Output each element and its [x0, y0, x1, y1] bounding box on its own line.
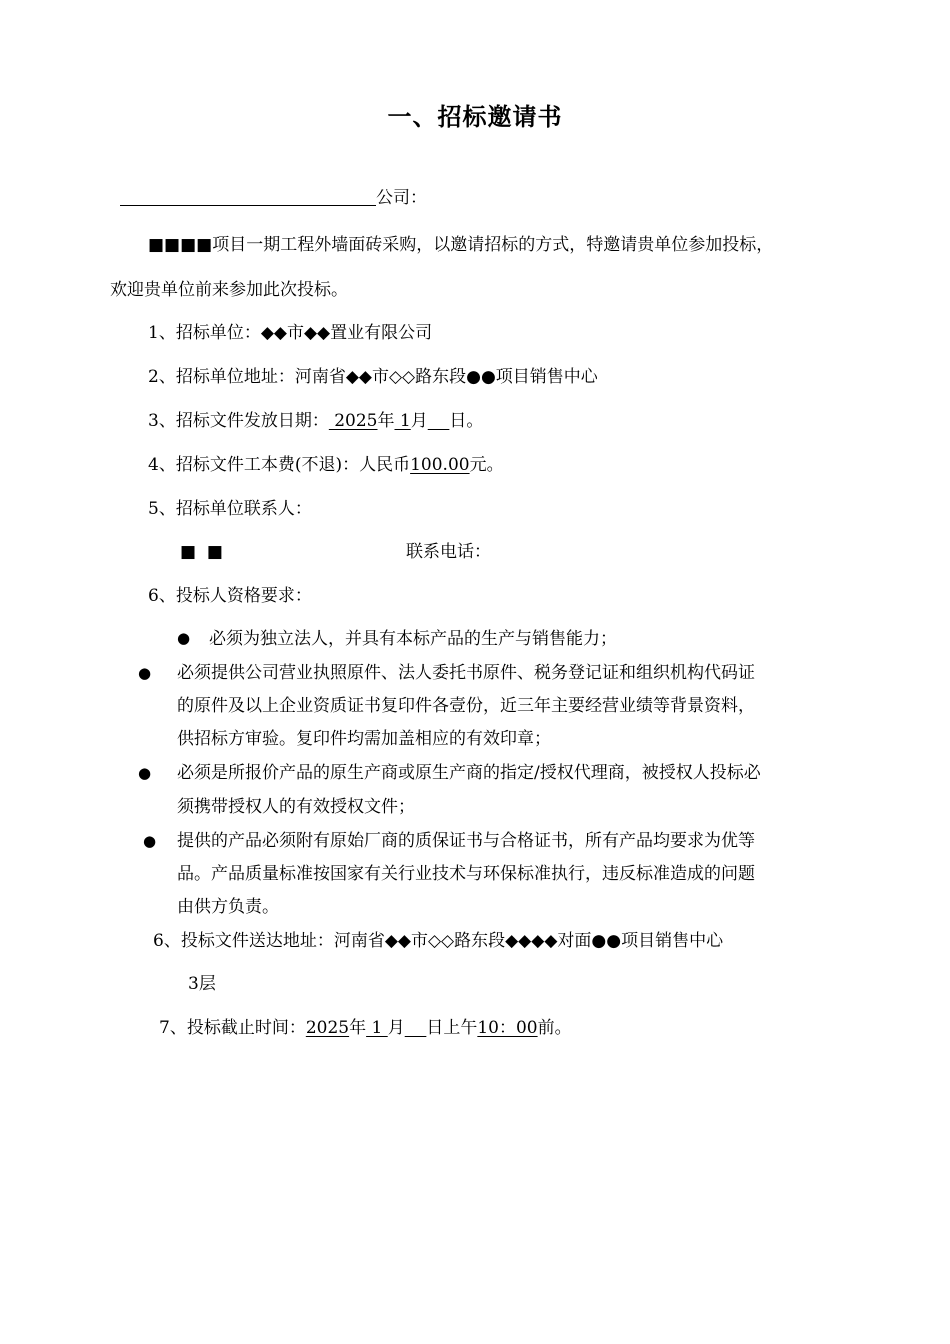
item-4-prefix: 4、招标文件工本费(不退)：人民币	[148, 455, 411, 475]
intro-line-2: 欢迎贵单位前来参加此次投标。	[110, 280, 348, 300]
item-1-bid-unit: 1、招标单位：◆◆市◆◆置业有限公司	[148, 323, 433, 343]
item-4-unit: 元。	[469, 455, 504, 475]
item-3-year: 2025	[328, 411, 378, 431]
item-6-qualifications: 6、投标人资格要求：	[148, 586, 312, 606]
item-7-day	[405, 1018, 427, 1038]
requirement-4-line-1: 提供的产品必须附有原始厂商的质保证书与合格证书，所有产品均要求为优等	[177, 831, 755, 851]
requirement-2-line-2: 的原件及以上企业资质证书复印件各壹份，近三年主要经营业绩等背景资料，	[177, 696, 755, 716]
item-6-submission-address-floor: 3层	[188, 974, 216, 994]
item-7-month: 1	[366, 1018, 388, 1038]
item-7-year-unit: 年	[349, 1018, 367, 1038]
item-2-bid-address: 2、招标单位地址：河南省◆◆市◇◇路东段●●项目销售中心	[148, 367, 598, 387]
requirement-2-line-3: 供招标方审验。复印件均需加盖相应的有效印章；	[177, 729, 551, 749]
item-3-year-unit: 年	[377, 411, 395, 431]
item-7-time: 10：00	[477, 1018, 538, 1038]
item-3-month: 1	[394, 411, 411, 431]
bullet-icon: ●	[138, 664, 152, 682]
requirement-3-line-1: 必须是所报价产品的原生产商或原生产商的指定/授权代理商，被授权人投标必	[177, 763, 761, 783]
item-6-submission-address: 6、投标文件送达地址：河南省◆◆市◇◇路东段◆◆◆◆对面●●项目销售中心	[153, 931, 724, 951]
item-7-prefix: 7、投标截止时间：	[159, 1018, 306, 1038]
requirement-4-line-2: 品。产品质量标准按国家有关行业技术与环保标准执行，违反标准造成的问题	[177, 864, 755, 884]
company-blank	[120, 187, 376, 206]
item-4-amount: 100.00	[410, 455, 470, 475]
requirement-2-line-1: 必须提供公司营业执照原件、法人委托书原件、税务登记证和组织机构代码证	[177, 663, 755, 683]
item-7-suffix: 前。	[537, 1018, 572, 1038]
intro-line-1: ■■■■项目一期工程外墙面砖采购，以邀请招标的方式，特邀请贵单位参加投标，	[148, 235, 774, 255]
item-3-day	[428, 411, 450, 431]
item-4-document-fee	[148, 453, 504, 477]
item-7-day-unit: 日上午	[426, 1018, 478, 1038]
item-5-contact-person: 5、招标单位联系人：	[148, 499, 312, 519]
bullet-icon: ●	[177, 629, 191, 647]
requirement-4-line-3: 由供方负责。	[177, 897, 279, 917]
item-3-prefix: 3、招标文件发放日期：	[148, 411, 329, 431]
requirement-1-line-1: 必须为独立法人，并具有本标产品的生产与销售能力；	[209, 629, 617, 649]
item-7-month-unit: 月	[387, 1018, 405, 1038]
contact-phone-label: 联系电话：	[406, 542, 491, 562]
contact-name: ■ ■	[180, 542, 223, 562]
salutation-line	[120, 186, 427, 210]
bullet-icon: ●	[138, 764, 152, 782]
bullet-icon: ●	[143, 832, 157, 850]
item-3-day-unit: 日。	[449, 411, 484, 431]
salutation-suffix: 公司：	[376, 188, 427, 208]
page-title: 一、招标邀请书	[387, 103, 563, 131]
item-7-deadline	[159, 1016, 572, 1040]
item-3-issue-date	[148, 409, 483, 433]
requirement-3-line-2: 须携带授权人的有效授权文件；	[177, 797, 415, 817]
item-3-month-unit: 月	[410, 411, 428, 431]
item-7-year: 2025	[305, 1018, 350, 1038]
